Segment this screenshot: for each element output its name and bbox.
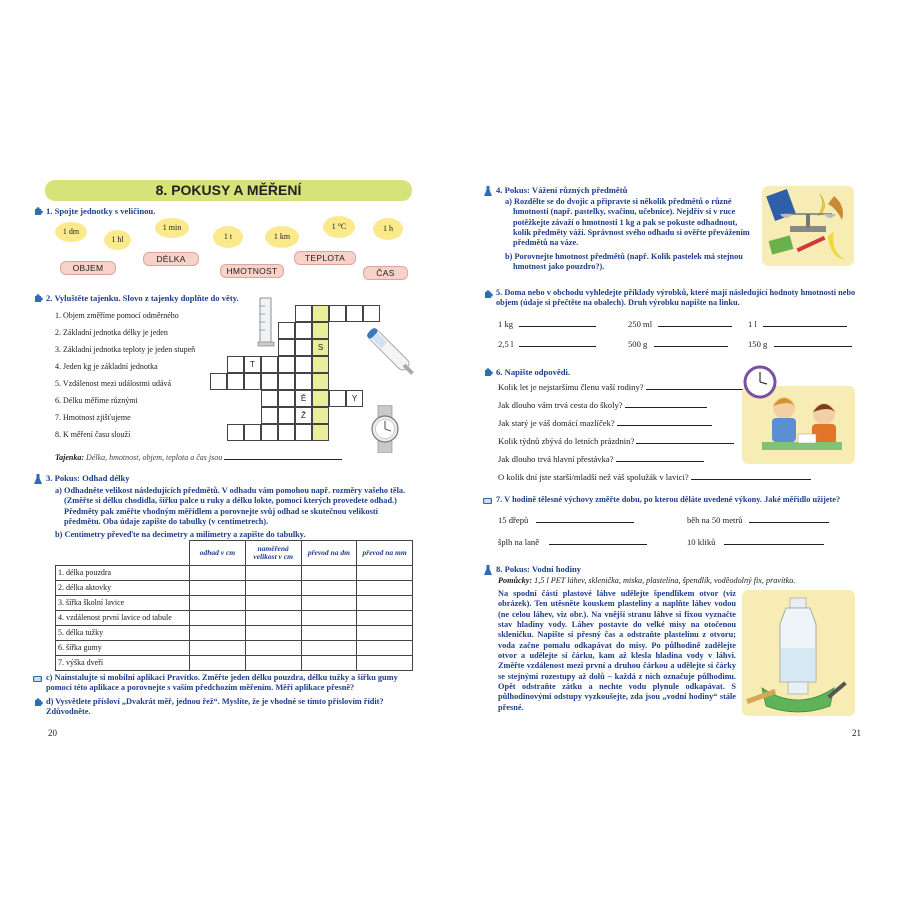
task-3-d: d) Vysvětlete přísloví „Dvakrát měř, jednou řež“. Myslíte, že je vhodné se tímto příslovím řídit? Zdůvodněte. — [46, 697, 384, 717]
value-2-5l-row: 2,5 l — [498, 339, 596, 350]
crossword-cell[interactable] — [295, 305, 312, 322]
crossword-cell[interactable] — [261, 424, 278, 441]
value-1l-row: 1 l — [748, 319, 847, 330]
table-row-label: 7. výška dveří — [56, 656, 190, 671]
flask-icon — [33, 474, 43, 484]
crossword-cell[interactable] — [278, 407, 295, 424]
puzzle-icon — [33, 294, 43, 304]
activity-1: 15 dřepů — [498, 515, 634, 526]
crossword-cell[interactable] — [227, 356, 244, 373]
table-cell-input[interactable] — [245, 611, 301, 626]
question-1: Kolik let je nejstaršímu členu vaší rodiny? — [498, 382, 751, 393]
table-cell-input[interactable] — [357, 626, 413, 641]
table-cell-input[interactable] — [190, 626, 246, 641]
task-2-heading: 2. Vyluštěte tajenku. Slovo z tajenky doplňte do věty. — [46, 293, 239, 303]
crossword-cell[interactable] — [227, 424, 244, 441]
table-cell-input[interactable] — [357, 566, 413, 581]
phone-icon — [33, 674, 43, 684]
table-row-label: 2. délka aktovky — [56, 581, 190, 596]
table-row — [56, 566, 413, 581]
activity-2: běh na 50 metrů — [687, 515, 829, 526]
task-7-heading: 7. V hodině tělesné výchovy změřte dobu, po kterou děláte uvedené výkony. Jaké měřidlo užijete? — [496, 495, 841, 504]
table-cell-input[interactable] — [190, 611, 246, 626]
answer-line[interactable] — [749, 515, 829, 523]
crossword-cell[interactable]: S — [312, 339, 329, 356]
crossword-cell[interactable] — [363, 305, 380, 322]
crossword-cell[interactable] — [312, 407, 329, 424]
question-5: Jak dlouho trvá hlavní přestávka? — [498, 454, 704, 465]
task-6-heading: 6. Napište odpovědi. — [496, 367, 571, 377]
question-4: Kolik týdnů zbývá do letních prázdnin? — [498, 436, 734, 447]
quantity-cas[interactable]: ČAS — [363, 266, 408, 280]
table-cell-input[interactable] — [301, 656, 357, 671]
table-cell-input[interactable] — [245, 566, 301, 581]
table-cell-input[interactable] — [245, 626, 301, 641]
table-cell-input[interactable] — [190, 641, 246, 656]
quantity-objem[interactable]: OBJEM — [60, 261, 116, 275]
table-cell-input[interactable] — [301, 566, 357, 581]
puzzle-icon — [483, 290, 493, 300]
table-cell-input[interactable] — [301, 596, 357, 611]
table-row-label: 3. šířka školní lavice — [56, 596, 190, 611]
clue-8: 8. K měření času slouží — [55, 430, 131, 439]
value-150g-row: 150 g — [748, 339, 852, 350]
crossword-cell[interactable] — [312, 356, 329, 373]
question-3: Jak starý je váš domácí mazlíček? — [498, 418, 712, 429]
phone-icon — [483, 496, 493, 506]
clue-3: 3. Základní jednotka teploty je jeden stupeň — [55, 345, 196, 354]
table-row-label: 1. délka pouzdra — [56, 566, 190, 581]
table-cell-input[interactable] — [245, 581, 301, 596]
clue-7: 7. Hmotnost zjišťujeme — [55, 413, 131, 422]
table-cell-input[interactable] — [357, 581, 413, 596]
flask-icon — [483, 565, 493, 575]
scale-objects-illustration — [762, 186, 854, 266]
activity-4: 10 kliků — [687, 537, 824, 548]
clue-5: 5. Vzdálenost mezi událostmi udává — [55, 379, 172, 388]
crossword-cell[interactable] — [261, 356, 278, 373]
crossword-cell[interactable] — [210, 373, 227, 390]
question-6: O kolik dní jste starší/mladší než váš spolužák v lavici? — [498, 472, 811, 483]
crossword-cell[interactable] — [261, 373, 278, 390]
task-8-heading: 8. Pokus: Vodní hodiny — [496, 564, 582, 574]
table-cell-input[interactable] — [357, 596, 413, 611]
answer-line[interactable] — [616, 454, 704, 462]
answer-line[interactable] — [625, 400, 707, 408]
crossword-cell[interactable] — [244, 373, 261, 390]
value-500g-row: 500 g — [628, 339, 728, 350]
activity-3: šplh na laně — [498, 537, 647, 548]
crossword-cell[interactable] — [312, 390, 329, 407]
table-cell-input[interactable] — [357, 656, 413, 671]
crossword-cell[interactable] — [295, 356, 312, 373]
table-cell-input[interactable] — [245, 596, 301, 611]
table-header: převod na dm — [301, 541, 357, 566]
tajenka-line: Tajenka: Délka, hmotnost, objem, teplota a čas jsou — [55, 452, 410, 463]
task-5-heading: 5. Doma nebo v obchodu vyhledejte příklady výrobků, které mají následující hodnoty hmotnosti nebo objem (údaje si přečtěte na obalech). Druh výrobku napište na linku. — [496, 288, 856, 308]
answer-line[interactable] — [519, 319, 596, 327]
crossword-cell[interactable] — [278, 390, 295, 407]
crossword-cell[interactable] — [261, 390, 278, 407]
puzzle-icon — [483, 368, 493, 378]
puzzle-icon — [33, 207, 43, 217]
answer-line[interactable] — [691, 472, 811, 480]
page-number-left: 20 — [48, 728, 57, 738]
crossword-cell[interactable] — [295, 424, 312, 441]
task-8-body: Na spodní části plastové láhve udělejte špendlíkem otvor (viz obrázek). Ten utěsněte kouskem plasteliny a naplňte láhev vodou (ne celou láhev, viz obr.). Na vnější stranu láhve si fixou vyznačte stav hladiny vody. Láhev postavte do velké misy na otočenou skleničku. Napište si přesný čas a odstraňte plastelínu z otvoru; voda začne pomalu odkapávat do misy. Po půlhodině zadělejte otvor a udělejte si čárku, kam až klesla hladina vody v láhvi. Změřte vzdálenost mezi první a druhou čárkou a udělejte si čárky se stejnými rozestupy až dolů – každá z nich označuje půlhodinu. Opět odstraňte zátku a nechte vodu plynule odkapávat. S půlhodinovými odstupy vyzkoušejte, zda jsou „vodní hodiny“ stále přesné. — [498, 589, 736, 712]
children-clock-illustration — [742, 364, 855, 464]
unit-circle-t[interactable]: 1 t — [213, 226, 243, 248]
answer-line[interactable] — [724, 537, 824, 545]
crossword-cell[interactable] — [329, 390, 346, 407]
crossword-cell[interactable] — [261, 407, 278, 424]
task-8-tools: Pomůcky: 1,5 l PET láhev, sklenička, miska, plastelína, špendlík, voděodolný fix, pravítko. — [498, 576, 796, 585]
crossword-cell[interactable] — [278, 373, 295, 390]
value-250ml-row: 250 ml — [628, 319, 732, 330]
tajenka-answer-line[interactable] — [224, 452, 342, 460]
clue-6: 6. Délku měříme různými — [55, 396, 138, 405]
answer-line[interactable] — [549, 537, 647, 545]
answer-line[interactable] — [519, 339, 596, 347]
clue-2: 2. Základní jednotka délky je jeden — [55, 328, 168, 337]
table-corner — [56, 541, 190, 566]
unit-circle-min[interactable]: 1 min — [155, 218, 189, 238]
crossword-cell[interactable]: Ž — [295, 407, 312, 424]
table-header: převod na mm — [357, 541, 413, 566]
table-row — [56, 641, 413, 656]
task-3-a: a) Odhadněte velikost následujících předmětů. V odhadu vám pomohou např. rozměry vašeho těla. (Změřte si délku chodidla, šířku palce u ruky a délku lokte, pomocí kterých provedete odhad.) Předměty pak změřte vhodným měřidlem a porovnejte svůj odhad se skutečnou velikostí předmětu. Oba údaje zapište do tabulky (v centimetrech). — [55, 486, 406, 527]
page-number-right: 21 — [852, 728, 861, 738]
table-cell-input[interactable] — [190, 596, 246, 611]
water-clock-illustration — [742, 590, 855, 716]
unit-circle-h[interactable]: 1 h — [373, 218, 403, 240]
crossword-cell[interactable] — [312, 305, 329, 322]
right-page — [450, 0, 900, 900]
quantity-hmotnost[interactable]: HMOTNOST — [220, 264, 284, 278]
table-row — [56, 596, 413, 611]
answer-line[interactable] — [536, 515, 634, 523]
table-cell-input[interactable] — [357, 611, 413, 626]
value-1kg-row: 1 kg — [498, 319, 596, 330]
table-row-label: 5. délka tužky — [56, 626, 190, 641]
task-3-heading: 3. Pokus: Odhad délky — [46, 473, 130, 483]
table-cell-input[interactable] — [301, 581, 357, 596]
table-cell-input[interactable] — [190, 581, 246, 596]
crossword-cell[interactable] — [295, 322, 312, 339]
table-row-label: 6. šířka gumy — [56, 641, 190, 656]
crossword-cell[interactable] — [227, 373, 244, 390]
table-cell-input[interactable] — [301, 641, 357, 656]
task-3-c: c) Nainstalujte si mobilní aplikaci Pravítko. Změřte jeden délku pouzdra, délku tužky a šířku gumy pomocí této aplikace a porovnejte s vaším předchozím měřením. Měří aplikace přesně? — [46, 673, 398, 693]
table-cell-input[interactable] — [357, 641, 413, 656]
crossword-cell[interactable] — [329, 305, 346, 322]
unit-circle-km[interactable]: 1 km — [265, 226, 299, 248]
crossword-cell[interactable]: T — [244, 356, 261, 373]
crossword-cell[interactable] — [278, 356, 295, 373]
crossword-cell[interactable] — [295, 339, 312, 356]
question-2: Jak dlouho vám trvá cesta do školy? — [498, 400, 707, 411]
table-cell-input[interactable] — [301, 626, 357, 641]
unit-circle-dm[interactable]: 1 dm — [55, 222, 87, 242]
answer-line[interactable] — [763, 319, 847, 327]
answer-line[interactable] — [617, 418, 712, 426]
measurement-table — [55, 540, 413, 671]
answer-line[interactable] — [636, 436, 734, 444]
quantity-teplota[interactable]: TEPLOTA — [294, 251, 356, 265]
unit-circle-celsius[interactable]: 1 °C — [323, 216, 355, 238]
table-row — [56, 626, 413, 641]
crossword-cell[interactable]: Ě — [295, 390, 312, 407]
task-4-a: a) Rozdělte se do dvojic a připravte si několik předmětů o různé hmotnosti (např. pastelky, svačinu, učebnice). Nejdřív si v ruce potěžkejte závaží o hmotnosti 1 kg a pak se pokuste odhadnout, kolik předměty váží. Správnost svého odhadu si ověřte převážením předmětů na váze. — [505, 197, 750, 248]
task-1-heading: 1. Spojte jednotky s veličinou. — [46, 206, 156, 216]
clue-4: 4. Jeden kg je základní jednotka — [55, 362, 158, 371]
crossword-cell[interactable] — [312, 322, 329, 339]
table-header: naměřená velikost v cm — [245, 541, 301, 566]
table-cell-input[interactable] — [245, 656, 301, 671]
measuring-cylinder-illustration — [256, 294, 276, 348]
crossword-cell[interactable] — [278, 424, 295, 441]
table-header: odhad v cm — [190, 541, 246, 566]
table-cell-input[interactable] — [190, 566, 246, 581]
crossword-cell[interactable] — [295, 373, 312, 390]
crossword-cell[interactable] — [244, 424, 261, 441]
clue-1: 1. Objem změříme pomocí odměrného — [55, 311, 179, 320]
task-3-b: b) Centimetry převeďte na decimetry a milimetry a zapište do tabulky. — [55, 530, 306, 539]
quantity-delka[interactable]: DÉLKA — [143, 252, 199, 266]
crossword-cell[interactable]: Y — [346, 390, 363, 407]
answer-line[interactable] — [654, 339, 728, 347]
crossword-cell[interactable] — [278, 339, 295, 356]
table-row-label: 4. vzdálenost první lavice od tabule — [56, 611, 190, 626]
table-row — [56, 611, 413, 626]
chapter-title-banner — [45, 180, 412, 201]
table-cell-input[interactable] — [301, 611, 357, 626]
task-4-b: b) Porovnejte hmotnost předmětů (např. Kolik pastelek má stejnou hmotnost jako pouzdro?). — [505, 252, 743, 272]
table-cell-input[interactable] — [245, 641, 301, 656]
wristwatch-illustration — [365, 405, 405, 453]
answer-line[interactable] — [774, 339, 852, 347]
answer-line[interactable] — [646, 382, 751, 390]
crossword-cell[interactable] — [346, 305, 363, 322]
crossword-cell[interactable] — [312, 424, 329, 441]
table-row — [56, 656, 413, 671]
crossword-cell[interactable] — [278, 322, 295, 339]
table-row — [56, 581, 413, 596]
flask-icon — [483, 186, 493, 196]
thermometer-illustration — [364, 322, 420, 384]
crossword-cell[interactable] — [312, 373, 329, 390]
table-cell-input[interactable] — [190, 656, 246, 671]
chapter-title: 8. POKUSY A MĚŘENÍ — [155, 182, 302, 198]
task-4-heading: 4. Pokus: Vážení různých předmětů — [496, 185, 628, 195]
puzzle-icon — [33, 698, 43, 708]
unit-circle-hl[interactable]: 1 hl — [104, 230, 131, 250]
answer-line[interactable] — [658, 319, 732, 327]
